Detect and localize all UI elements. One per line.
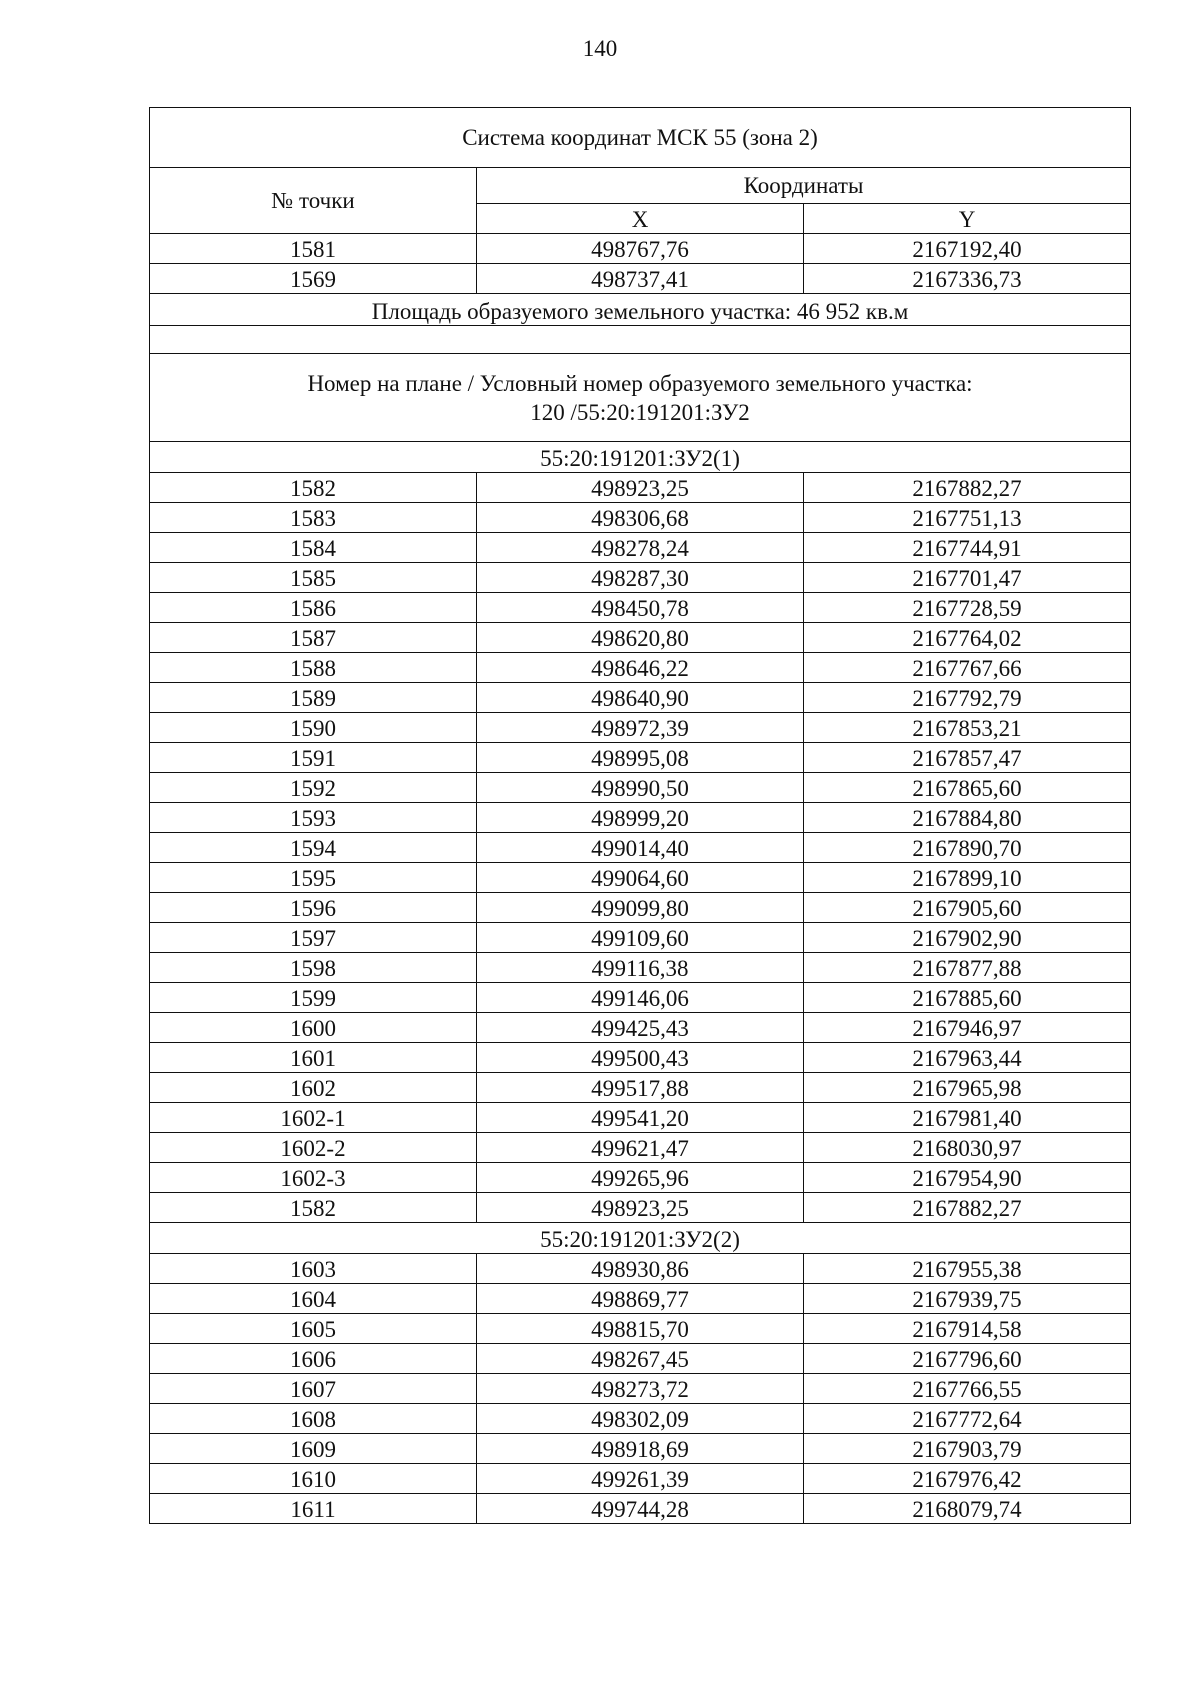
y-coordinate-cell: 2167955,38 [804, 1254, 1131, 1284]
x-coordinate-cell: 498869,77 [477, 1284, 804, 1314]
table-row [150, 1404, 1131, 1434]
x-coordinate-cell: 498646,22 [477, 653, 804, 683]
table-row [150, 863, 1131, 893]
x-coordinate-cell: 499265,96 [477, 1163, 804, 1193]
point-number-cell: 1607 [150, 1374, 477, 1404]
coordinates-table-body [150, 108, 1131, 1524]
y-coordinate-cell: 2167796,60 [804, 1344, 1131, 1374]
point-number-cell: 1602 [150, 1073, 477, 1103]
table-row [150, 833, 1131, 863]
x-coordinate-cell: 498640,90 [477, 683, 804, 713]
x-coordinate-cell: 498990,50 [477, 773, 804, 803]
point-number-cell: 1593 [150, 803, 477, 833]
point-number-cell: 1599 [150, 983, 477, 1013]
y-coordinate-cell: 2167963,44 [804, 1043, 1131, 1073]
table-row [150, 264, 1131, 294]
point-number-cell: 1582 [150, 1193, 477, 1223]
y-coordinate-cell: 2167903,79 [804, 1434, 1131, 1464]
table-row [150, 983, 1131, 1013]
point-number-cell: 1585 [150, 563, 477, 593]
point-number-cell: 1605 [150, 1314, 477, 1344]
point-number-cell: 1590 [150, 713, 477, 743]
table-row [150, 803, 1131, 833]
y-coordinate-cell: 2167976,42 [804, 1464, 1131, 1494]
x-coordinate-cell: 499146,06 [477, 983, 804, 1013]
x-coordinate-cell: 498923,25 [477, 473, 804, 503]
table-row [150, 623, 1131, 653]
y-coordinate-cell: 2167853,21 [804, 713, 1131, 743]
empty-spacer-row [150, 326, 1131, 354]
empty-spacer [150, 326, 1131, 354]
table-row [150, 533, 1131, 563]
table-row [150, 923, 1131, 953]
page-number: 140 [582, 36, 618, 61]
section-title: 55:20:191201:ЗУ2(1) [150, 442, 1131, 473]
y-coordinate-cell: 2167965,98 [804, 1073, 1131, 1103]
x-coordinate-cell: 498930,86 [477, 1254, 804, 1284]
x-coordinate-cell: 498923,25 [477, 1193, 804, 1223]
y-coordinate-cell: 2167884,80 [804, 803, 1131, 833]
table-row [150, 1374, 1131, 1404]
point-number-cell: 1598 [150, 953, 477, 983]
point-number-cell: 1610 [150, 1464, 477, 1494]
table-row [150, 773, 1131, 803]
x-coordinate-cell: 498620,80 [477, 623, 804, 653]
point-number-cell: 1592 [150, 773, 477, 803]
point-number-cell: 1591 [150, 743, 477, 773]
point-number-cell: 1596 [150, 893, 477, 923]
x-coordinate-cell: 498267,45 [477, 1344, 804, 1374]
coordinates-table [149, 107, 1131, 1524]
y-coordinate-cell: 2167882,27 [804, 1193, 1131, 1223]
coordinates-header: Координаты [477, 168, 1131, 204]
plan-number-cell-row [150, 354, 1131, 442]
x-coordinate-cell: 498302,09 [477, 1404, 804, 1434]
x-coordinate-cell: 498995,08 [477, 743, 804, 773]
x-coordinate-cell: 498450,78 [477, 593, 804, 623]
table-row [150, 1434, 1131, 1464]
point-number-cell: 1582 [150, 473, 477, 503]
x-coordinate-cell: 499064,60 [477, 863, 804, 893]
x-coordinate-cell: 498767,76 [477, 234, 804, 264]
x-coordinate-cell: 499621,47 [477, 1133, 804, 1163]
y-coordinate-cell: 2167865,60 [804, 773, 1131, 803]
y-coordinate-cell: 2167701,47 [804, 563, 1131, 593]
y-coordinate-cell: 2167192,40 [804, 234, 1131, 264]
table-row [150, 713, 1131, 743]
y-coordinate-cell: 2167939,75 [804, 1284, 1131, 1314]
plan-number-line-1: Номер на плане / Условный номер образуемого земельного участка: [307, 370, 973, 396]
table-row [150, 743, 1131, 773]
point-number-cell: 1600 [150, 1013, 477, 1043]
y-coordinate-cell: 2167905,60 [804, 893, 1131, 923]
point-number-cell: 1609 [150, 1434, 477, 1464]
y-coordinate-cell: 2167767,66 [804, 653, 1131, 683]
x-coordinate-cell: 499014,40 [477, 833, 804, 863]
table-row [150, 1133, 1131, 1163]
table-row [150, 473, 1131, 503]
point-number-cell: 1602-2 [150, 1133, 477, 1163]
section-title-row [150, 1223, 1131, 1254]
table-row [150, 1043, 1131, 1073]
x-coordinate-cell: 499099,80 [477, 893, 804, 923]
table-row [150, 1344, 1131, 1374]
x-coordinate-cell: 498918,69 [477, 1434, 804, 1464]
point-number-cell: 1583 [150, 503, 477, 533]
table-row [150, 1464, 1131, 1494]
table-row [150, 1103, 1131, 1133]
point-number-cell: 1606 [150, 1344, 477, 1374]
x-coordinate-cell: 498306,68 [477, 503, 804, 533]
area-text: Площадь образуемого земельного участка: 46 952 кв.м [150, 294, 1131, 326]
plan-number-line-2: 120 /55:20:191201:ЗУ2 [530, 399, 750, 425]
y-coordinate-cell: 2168079,74 [804, 1494, 1131, 1524]
y-coordinate-cell: 2167885,60 [804, 983, 1131, 1013]
y-coordinate-cell: 2167728,59 [804, 593, 1131, 623]
area-text-row [150, 294, 1131, 326]
x-coordinate-cell: 499744,28 [477, 1494, 804, 1524]
y-coordinate-cell: 2167772,64 [804, 1404, 1131, 1434]
y-coordinate-cell: 2167744,91 [804, 533, 1131, 563]
y-coordinate-cell: 2167954,90 [804, 1163, 1131, 1193]
y-coordinate-cell: 2167751,13 [804, 503, 1131, 533]
table-row [150, 1494, 1131, 1524]
point-number-cell: 1603 [150, 1254, 477, 1284]
table-row [150, 683, 1131, 713]
point-number-cell: 1569 [150, 264, 477, 294]
plan-number-cell [150, 354, 1131, 442]
point-number-cell: 1587 [150, 623, 477, 653]
y-header: Y [804, 204, 1131, 234]
section-title: 55:20:191201:ЗУ2(2) [150, 1223, 1131, 1254]
table-row [150, 953, 1131, 983]
x-coordinate-cell: 499500,43 [477, 1043, 804, 1073]
point-number-cell: 1602-1 [150, 1103, 477, 1133]
y-coordinate-cell: 2167766,55 [804, 1374, 1131, 1404]
x-coordinate-cell: 498815,70 [477, 1314, 804, 1344]
table-title-row [150, 108, 1131, 168]
y-coordinate-cell: 2167902,90 [804, 923, 1131, 953]
point-number-cell: 1588 [150, 653, 477, 683]
y-coordinate-cell: 2167336,73 [804, 264, 1131, 294]
table-row [150, 234, 1131, 264]
table-row [150, 653, 1131, 683]
point-number-cell: 1608 [150, 1404, 477, 1434]
x-coordinate-cell: 499517,88 [477, 1073, 804, 1103]
point-number-cell: 1594 [150, 833, 477, 863]
y-coordinate-cell: 2167792,79 [804, 683, 1131, 713]
y-coordinate-cell: 2167890,70 [804, 833, 1131, 863]
table-row [150, 1254, 1131, 1284]
x-coordinate-cell: 498972,39 [477, 713, 804, 743]
table-row [150, 893, 1131, 923]
y-coordinate-cell: 2167764,02 [804, 623, 1131, 653]
x-coordinate-cell: 499541,20 [477, 1103, 804, 1133]
table-row [150, 1073, 1131, 1103]
point-number-header: № точки [150, 168, 477, 234]
table-row [150, 503, 1131, 533]
point-number-cell: 1595 [150, 863, 477, 893]
point-number-cell: 1597 [150, 923, 477, 953]
table-row [150, 593, 1131, 623]
point-number-cell: 1589 [150, 683, 477, 713]
x-coordinate-cell: 498273,72 [477, 1374, 804, 1404]
table-row [150, 1013, 1131, 1043]
x-coordinate-cell: 498737,41 [477, 264, 804, 294]
y-coordinate-cell: 2167877,88 [804, 953, 1131, 983]
header-row-top [150, 168, 1131, 204]
table-row [150, 1193, 1131, 1223]
coordinate-system-title: Система координат МСК 55 (зона 2) [150, 108, 1131, 168]
table-row [150, 563, 1131, 593]
point-number-cell: 1601 [150, 1043, 477, 1073]
x-coordinate-cell: 499116,38 [477, 953, 804, 983]
y-coordinate-cell: 2168030,97 [804, 1133, 1131, 1163]
point-number-cell: 1586 [150, 593, 477, 623]
y-coordinate-cell: 2167882,27 [804, 473, 1131, 503]
x-coordinate-cell: 498278,24 [477, 533, 804, 563]
y-coordinate-cell: 2167946,97 [804, 1013, 1131, 1043]
table-row [150, 1284, 1131, 1314]
point-number-cell: 1611 [150, 1494, 477, 1524]
y-coordinate-cell: 2167857,47 [804, 743, 1131, 773]
point-number-cell: 1584 [150, 533, 477, 563]
point-number-cell: 1581 [150, 234, 477, 264]
x-coordinate-cell: 498287,30 [477, 563, 804, 593]
x-header: X [477, 204, 804, 234]
table-row [150, 1314, 1131, 1344]
y-coordinate-cell: 2167914,58 [804, 1314, 1131, 1344]
x-coordinate-cell: 499261,39 [477, 1464, 804, 1494]
x-coordinate-cell: 499425,43 [477, 1013, 804, 1043]
section-title-row [150, 442, 1131, 473]
y-coordinate-cell: 2167899,10 [804, 863, 1131, 893]
x-coordinate-cell: 499109,60 [477, 923, 804, 953]
x-coordinate-cell: 498999,20 [477, 803, 804, 833]
point-number-cell: 1602-3 [150, 1163, 477, 1193]
table-row [150, 1163, 1131, 1193]
y-coordinate-cell: 2167981,40 [804, 1103, 1131, 1133]
point-number-cell: 1604 [150, 1284, 477, 1314]
